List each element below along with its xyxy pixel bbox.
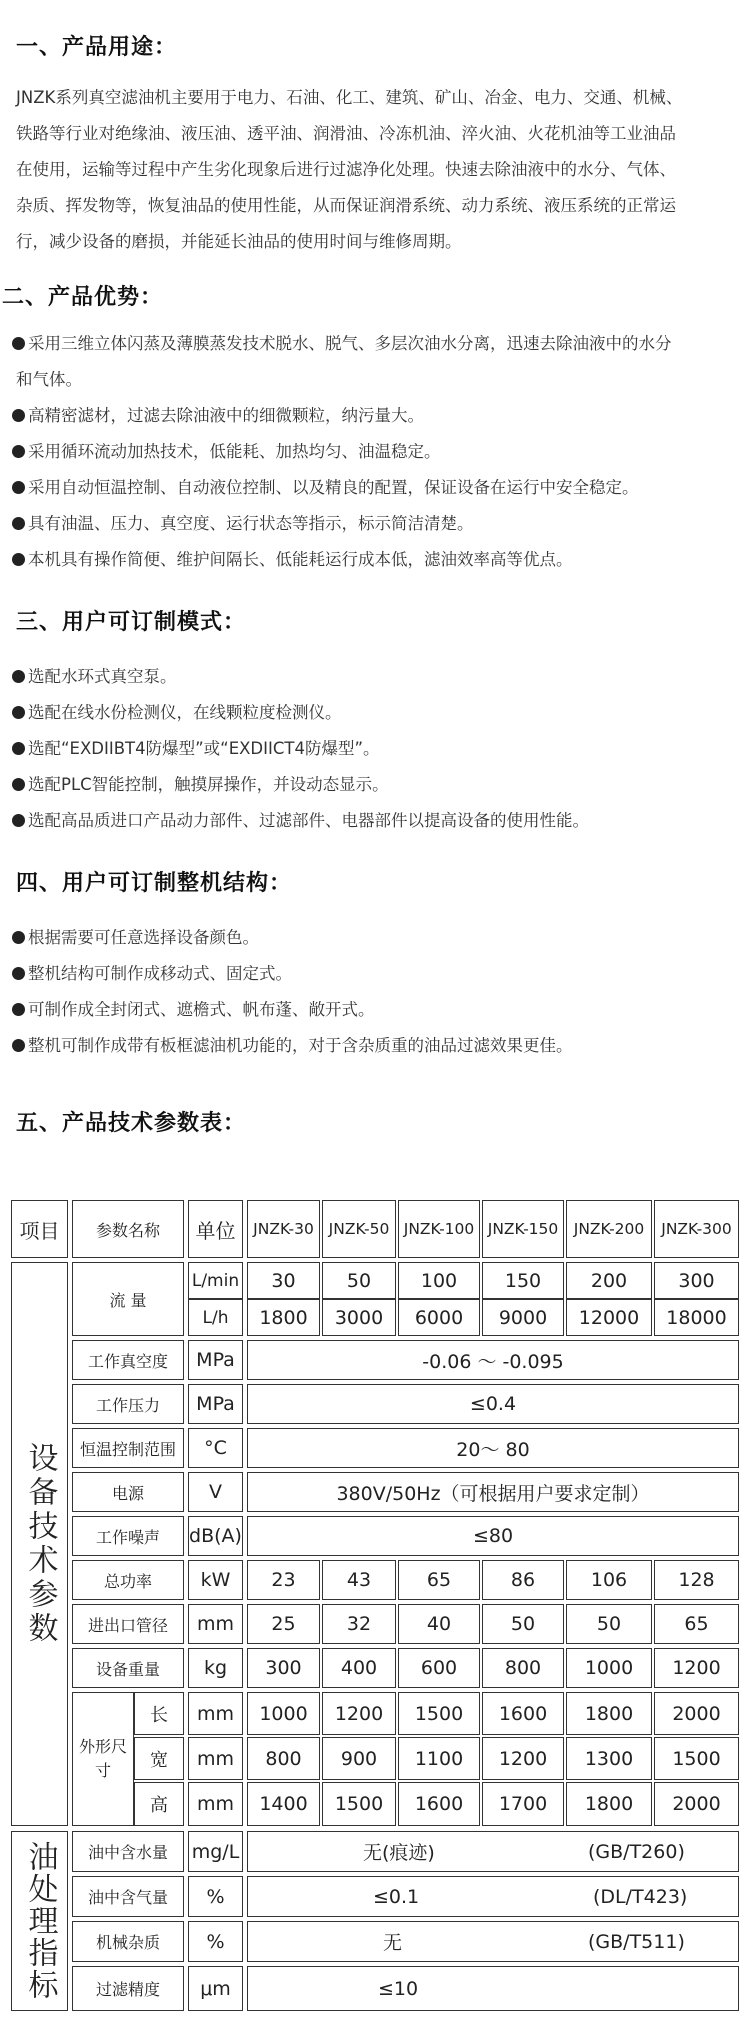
total-power-value: 128: [654, 1560, 739, 1600]
weight-value: 1200: [654, 1648, 739, 1688]
width-value: 1500: [654, 1737, 739, 1780]
advantage-item-continued: 和气体。: [16, 370, 82, 389]
gas-content-value: ≤0.1: [373, 1885, 420, 1908]
water-content-unit: mg/L: [188, 1831, 243, 1872]
flow-value: 18000: [654, 1299, 739, 1336]
noise-value: ≤80: [247, 1516, 739, 1556]
total-power-value: 106: [566, 1560, 652, 1600]
filter-precision-label: 过滤精度: [72, 1966, 184, 2011]
weight-label: 设备重量: [72, 1648, 184, 1688]
usage-line: 杂质、挥发物等，恢复油品的使用性能，从而保证润滑系统、动力系统、液压系统的正常运: [16, 196, 676, 215]
weight-unit: kg: [188, 1648, 243, 1688]
flow-unit-lpm: L/min: [188, 1262, 243, 1299]
header-unit: 单位: [188, 1200, 243, 1258]
impurity-cell: [247, 1921, 739, 1962]
length-value: 1800: [566, 1692, 652, 1735]
gas-content-unit: %: [188, 1876, 243, 1917]
bullet-icon: [12, 778, 25, 791]
length-value: 1200: [322, 1692, 396, 1735]
header-param-name: 参数名称: [72, 1200, 184, 1258]
section-title-spec-table: 五、产品技术参数表：: [16, 1111, 247, 1136]
pipe-diameter-value: 40: [398, 1604, 480, 1644]
total-power-value: 43: [322, 1560, 396, 1600]
bullet-icon: [12, 553, 25, 566]
section-title-advantages: 二、产品优势：: [2, 285, 164, 310]
pipe-diameter-value: 65: [654, 1604, 739, 1644]
width-value: 1300: [566, 1737, 652, 1780]
noise-label: 工作噪声: [72, 1516, 184, 1556]
weight-value: 1000: [566, 1648, 652, 1688]
custom-structure-item: 可制作成全封闭式、遮檐式、帆布蓬、敞开式。: [12, 999, 375, 1021]
group-label: 设备技术参数: [22, 1442, 58, 1646]
gas-content-standard: (DL/T423): [593, 1885, 688, 1908]
total-power-value: 65: [398, 1560, 480, 1600]
width-value: 900: [322, 1737, 396, 1780]
total-power-value: 23: [247, 1560, 320, 1600]
weight-value: 800: [482, 1648, 564, 1688]
section-title-custom-modes: 三、用户可订制模式：: [16, 610, 247, 635]
width-value: 800: [247, 1737, 320, 1780]
gas-content-label: 油中含气量: [72, 1876, 184, 1917]
pipe-diameter-value: 32: [322, 1604, 396, 1644]
weight-value: 600: [398, 1648, 480, 1688]
length-label: 长: [134, 1692, 184, 1735]
flow-value: 12000: [566, 1299, 652, 1336]
bullet-icon: [12, 481, 25, 494]
temp-range-value: 20～ 80: [247, 1428, 739, 1468]
bullet-icon: [12, 1039, 25, 1052]
flow-value: 9000: [482, 1299, 564, 1336]
dimensions-label: 外形尺寸: [72, 1692, 134, 1826]
header-item: 项目: [11, 1200, 68, 1258]
flow-value: 1800: [247, 1299, 320, 1336]
pipe-diameter-value: 25: [247, 1604, 320, 1644]
bullet-icon: [12, 814, 25, 827]
noise-unit: dB(A): [188, 1516, 243, 1556]
section-title-custom-structure: 四、用户可订制整机结构：: [16, 871, 293, 896]
pipe-diameter-value: 50: [482, 1604, 564, 1644]
bullet-icon: [12, 409, 25, 422]
height-value: 1700: [482, 1782, 564, 1826]
total-power-label: 总功率: [72, 1560, 184, 1600]
pipe-diameter-unit: mm: [188, 1604, 243, 1644]
usage-line: 行，减少设备的磨损，并能延长油品的使用时间与维修周期。: [16, 232, 462, 251]
usage-paragraph: [16, 80, 738, 260]
pressure-label: 工作压力: [72, 1384, 184, 1424]
impurity-standard: (GB/T511): [588, 1930, 685, 1953]
custom-structure-item: 根据需要可任意选择设备颜色。: [12, 927, 259, 949]
width-label: 宽: [134, 1737, 184, 1780]
flow-value: 6000: [398, 1299, 480, 1336]
temp-range-unit: °C: [188, 1428, 243, 1468]
power-supply-unit: V: [188, 1472, 243, 1512]
advantage-item: 采用循环流动加热技术，低能耗、加热均匀、油温稳定。: [12, 441, 441, 463]
impurity-unit: %: [188, 1921, 243, 1962]
bullet-icon: [12, 517, 25, 530]
header-model: JNZK-300: [654, 1200, 739, 1258]
header-model: JNZK-100: [398, 1200, 480, 1258]
group-equipment-params: [11, 1262, 68, 1826]
custom-structure-item: 整机可制作成带有板框滤油机功能的，对于含杂质重的油品过滤效果更佳。: [12, 1035, 573, 1057]
length-unit: mm: [188, 1692, 243, 1735]
height-label: 高: [134, 1782, 184, 1826]
water-content-label: 油中含水量: [72, 1831, 184, 1872]
flow-value: 50: [322, 1262, 396, 1299]
total-power-value: 86: [482, 1560, 564, 1600]
advantage-item: 采用三维立体闪蒸及薄膜蒸发技术脱水、脱气、多层次油水分离，迅速去除油液中的水分: [12, 333, 672, 355]
pipe-diameter-value: 50: [566, 1604, 652, 1644]
header-model: JNZK-200: [566, 1200, 652, 1258]
usage-line: JNZK系列真空滤油机主要用于电力、石油、化工、建筑、矿山、冶金、电力、交通、机械、: [16, 88, 683, 107]
custom-mode-item: 选配“EXDIIBT4防爆型”或“EXDIICT4防爆型”。: [12, 738, 380, 760]
temp-range-label: 恒温控制范围: [72, 1428, 184, 1468]
custom-structure-item: 整机结构可制作成移动式、固定式。: [12, 963, 292, 985]
height-value: 1600: [398, 1782, 480, 1826]
header-model: JNZK-50: [322, 1200, 396, 1258]
height-value: 1800: [566, 1782, 652, 1826]
custom-mode-item: 选配PLC智能控制，触摸屏操作，并设动态显示。: [12, 774, 389, 796]
header-model: JNZK-30: [247, 1200, 320, 1258]
pressure-unit: MPa: [188, 1384, 243, 1424]
bullet-icon: [12, 967, 25, 980]
bullet-icon: [12, 931, 25, 944]
custom-mode-item: 选配在线水份检测仪，在线颗粒度检测仪。: [12, 702, 342, 724]
pipe-diameter-label: 进出口管径: [72, 1604, 184, 1644]
width-unit: mm: [188, 1737, 243, 1780]
bullet-icon: [12, 706, 25, 719]
custom-mode-item: 选配高品质进口产品动力部件、过滤部件、电器部件以提高设备的使用性能。: [12, 810, 589, 832]
height-value: 1400: [247, 1782, 320, 1826]
advantage-item: 高精密滤材，过滤去除油液中的细微颗粒，纳污量大。: [12, 405, 424, 427]
filter-precision-unit: μm: [188, 1966, 243, 2011]
usage-line: 铁路等行业对绝缘油、液压油、透平油、润滑油、冷冻机油、淬火油、火花机油等工业油品: [16, 124, 676, 143]
group-label: 油处理指标: [22, 1841, 58, 2001]
bullet-icon: [12, 670, 25, 683]
flow-value: 300: [654, 1262, 739, 1299]
flow-label: 流 量: [72, 1262, 184, 1336]
filter-precision-value: ≤10: [378, 1977, 419, 2000]
height-value: 2000: [654, 1782, 739, 1826]
length-value: 1500: [398, 1692, 480, 1735]
section-title-usage: 一、产品用途：: [16, 35, 178, 60]
flow-value: 3000: [322, 1299, 396, 1336]
header-model: JNZK-150: [482, 1200, 564, 1258]
width-value: 1100: [398, 1737, 480, 1780]
filter-precision-cell: [247, 1966, 739, 2011]
vacuum-label: 工作真空度: [72, 1340, 184, 1380]
length-value: 2000: [654, 1692, 739, 1735]
power-supply-label: 电源: [72, 1472, 184, 1512]
flow-value: 100: [398, 1262, 480, 1299]
height-unit: mm: [188, 1782, 243, 1826]
flow-unit-lph: L/h: [188, 1299, 243, 1336]
length-value: 1600: [482, 1692, 564, 1735]
flow-value: 150: [482, 1262, 564, 1299]
power-supply-value: 380V/50Hz（可根据用户要求定制）: [247, 1472, 739, 1512]
bullet-icon: [12, 337, 25, 350]
water-content-cell: [247, 1831, 739, 1872]
impurity-label: 机械杂质: [72, 1921, 184, 1962]
flow-value: 30: [247, 1262, 320, 1299]
width-value: 1200: [482, 1737, 564, 1780]
pressure-value: ≤0.4: [247, 1384, 739, 1424]
water-content-value: 无(痕迹): [363, 1842, 435, 1864]
usage-line: 在使用，运输等过程中产生劣化现象后进行过滤净化处理。快速去除油液中的水分、气体、: [16, 160, 676, 179]
flow-value: 200: [566, 1262, 652, 1299]
group-oil-indicators: [11, 1831, 68, 2011]
length-value: 1000: [247, 1692, 320, 1735]
advantage-item: 采用自动恒温控制、自动液位控制、以及精良的配置，保证设备在运行中安全稳定。: [12, 477, 639, 499]
bullet-icon: [12, 445, 25, 458]
advantage-item: 具有油温、压力、真空度、运行状态等指示，标示简洁清楚。: [12, 513, 474, 535]
impurity-value: 无: [383, 1932, 403, 1954]
weight-value: 300: [247, 1648, 320, 1688]
vacuum-value: -0.06 ～ -0.095: [247, 1340, 739, 1380]
bullet-icon: [12, 742, 25, 755]
water-content-standard: (GB/T260): [588, 1840, 685, 1863]
advantage-item: 本机具有操作简便、维护间隔长、低能耗运行成本低，滤油效率高等优点。: [12, 549, 573, 571]
custom-mode-item: 选配水环式真空泵。: [12, 666, 177, 688]
vacuum-unit: MPa: [188, 1340, 243, 1380]
weight-value: 400: [322, 1648, 396, 1688]
bullet-icon: [12, 1003, 25, 1016]
height-value: 1500: [322, 1782, 396, 1826]
gas-content-cell: [247, 1876, 739, 1917]
total-power-unit: kW: [188, 1560, 243, 1600]
